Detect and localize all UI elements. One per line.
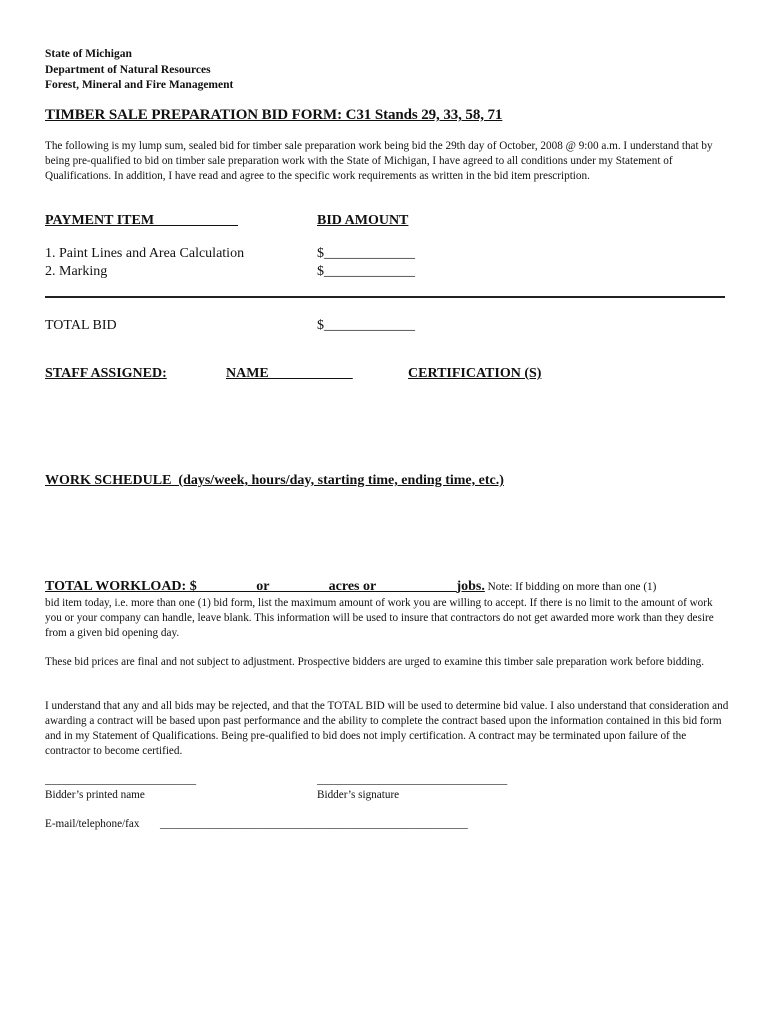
intro-paragraph: The following is my lump sum, sealed bid for timber sale preparation work being bid the 29th day of October, 2008 @ 9:00 a.m. I understand that by being pre-qualified to bid on timber sale preparation work with the State of Michigan, I have agreed to all conditions under my Statement of Qualifications. In addition, I have read and agree to the specific work requirements as written in the bid item prescription. [45, 140, 713, 182]
total-bid-label: TOTAL BID [45, 318, 117, 333]
terms-paragraph: I understand that any and all bids may be rejected, and that the TOTAL BID will be used to determine bid value. I also understand that consideration and awarding a contract will be based upon past performance and the ability to complete the contract based upon the information contained in this bid form and in my Statement of Qualifications. Being pre-qualified to bid does not imply certification. A contract may be terminated upon failure of the contractor to become certified. [45, 700, 729, 757]
agency-state: State of Michigan [45, 48, 132, 60]
payment-item-2-label: 2. Marking [45, 264, 108, 279]
workload-note-start: Note: If bidding on more than one (1) [487, 581, 657, 593]
staff-assigned-label: STAFF ASSIGNED: [45, 366, 167, 381]
staff-certification-header: CERTIFICATION (S) [408, 366, 542, 381]
payment-item-2-amount-field[interactable]: $_____________ [317, 264, 415, 279]
staff-name-header: NAME [226, 366, 353, 381]
payment-item-1-amount-field[interactable]: $_____________ [317, 246, 415, 261]
work-schedule-heading: WORK SCHEDULE (days/week, hours/day, starting time, ending time, etc.) [45, 473, 504, 488]
agency-department: Department of Natural Resources [45, 63, 211, 76]
signature-line[interactable]: __________________________________ [317, 774, 508, 786]
total-bid-amount-field[interactable]: $_____________ [317, 318, 415, 333]
signature-label: Bidder’s signature [317, 789, 400, 801]
form-title: TIMBER SALE PREPARATION BID FORM: C31 Stands 29, 33, 58, 71 [45, 107, 503, 123]
printed-name-label: Bidder’s printed name [45, 789, 145, 801]
printed-name-line[interactable]: ___________________________ [45, 774, 197, 786]
total-workload-label: TOTAL WORKLOAD: $________ or ________acres or ___________jobs. [45, 579, 485, 594]
bid-amount-header: BID AMOUNT [317, 213, 409, 228]
section-divider [45, 296, 725, 298]
final-prices-paragraph: These bid prices are final and not subject to adjustment. Prospective bidders are urged to examine this timber sale preparation work before bidding. [45, 656, 705, 668]
payment-item-1-label: 1. Paint Lines and Area Calculation [45, 246, 245, 261]
workload-block [45, 579, 731, 595]
workload-note-text: bid item today, i.e. more than one (1) bid form, list the maximum amount of work you are willing to accept. If there is no limit to the amount of work you or your company can handle, leave blank. This information will be used to insure that contractors do not get awarded more work than they desire from a given bid opening day. [45, 597, 714, 639]
payment-item-header: PAYMENT ITEM [45, 213, 239, 228]
agency-division: Forest, Mineral and Fire Management [45, 79, 234, 91]
contact-field-line[interactable]: _______________________________________________________ [160, 818, 468, 830]
contact-label: E-mail/telephone/fax [45, 818, 140, 830]
